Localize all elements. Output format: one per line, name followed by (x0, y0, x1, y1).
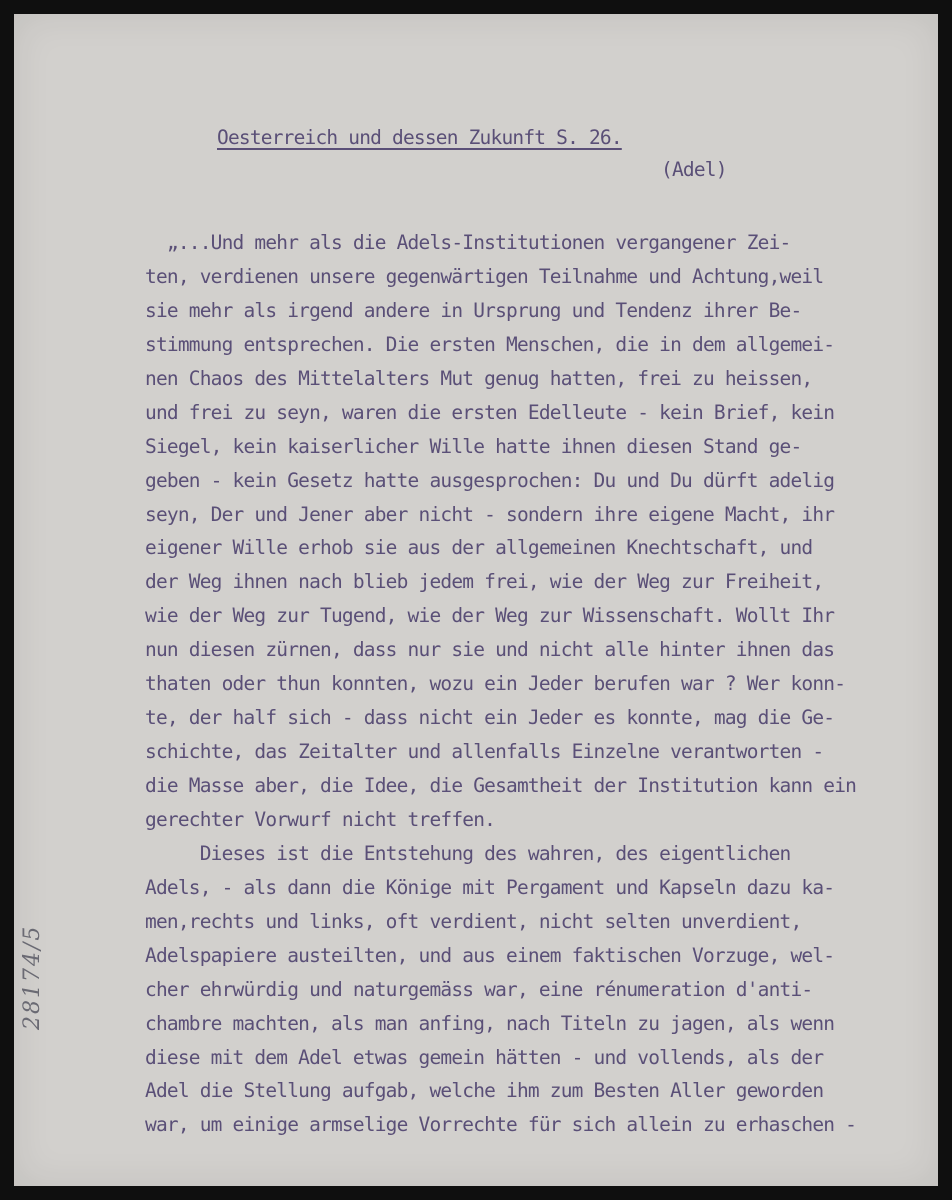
archive-number: 28174/5 (20, 924, 45, 1030)
text-line: der Weg ihnen nach blieb jedem frei, wie der Weg zur Freiheit, (145, 570, 824, 594)
body-text (145, 226, 856, 1142)
text-line: Adel die Stellung aufgab, welche ihm zum Besten Aller geworden (145, 1079, 824, 1103)
text-line: sie mehr als irgend andere in Ursprung und Tendenz ihrer Be- (145, 298, 802, 322)
text-line: die Masse aber, die Idee, die Gesamtheit der Institution kann ein (145, 774, 857, 797)
text-line: nen Chaos des Mittelalters Mut genug hatten, frei zu heissen, (145, 366, 813, 390)
text-line: te, der half sich - dass nicht ein Jeder es konnte, mag die Ge- (145, 706, 835, 730)
text-line: men,rechts und links, oft verdient, nicht selten unverdient, (145, 909, 802, 933)
text-line: thaten oder thun konnten, wozu ein Jeder berufen war ? Wer konn- (145, 672, 846, 696)
text-line: war, um einige armselige Vorrechte für sich allein zu erhaschen - (145, 1113, 857, 1137)
text-line: cher ehrwürdig und naturgemäss war, eine rénumeration d'anti- (145, 977, 813, 1001)
text-line: diese mit dem Adel etwas gemein hätten - und vollends, als der (145, 1045, 824, 1069)
document-subtitle: (Adel) (661, 158, 727, 181)
text-line: Adelspapiere austeilten, und aus einem faktischen Vorzuge, wel- (145, 943, 835, 967)
text-line: ten, verdienen unsere gegenwärtigen Teilnahme und Achtung,weil (145, 264, 824, 288)
text-line: Siegel, kein kaiserlicher Wille hatte ihnen diesen Stand ge- (145, 434, 802, 458)
text-line: seyn, Der und Jener aber nicht - sondern ihre eigene Macht, ihr (145, 502, 835, 526)
text-line: nun diesen zürnen, dass nur sie und nicht alle hinter ihnen das (145, 638, 835, 662)
text-line: eigener Wille erhob sie aus der allgemeinen Knechtschaft, und (145, 536, 813, 560)
text-line: Dieses ist die Entstehung des wahren, des eigentlichen (145, 841, 791, 865)
document-page (14, 14, 938, 1186)
text-line: Adels, - als dann die Könige mit Pergament und Kapseln dazu ka- (145, 875, 835, 899)
text-line: stimmung entsprechen. Die ersten Menschen, die in dem allgemei- (145, 332, 835, 356)
text-line: wie der Weg zur Tugend, wie der Weg zur Wissenschaft. Wollt Ihr (145, 604, 835, 628)
text-line: chambre machten, als man anfing, nach Titeln zu jagen, als wenn (145, 1011, 835, 1035)
text-line: geben - kein Gesetz hatte ausgesprochen: Du und Du dürft adelig (145, 468, 835, 492)
document-title: Oesterreich und dessen Zukunft S. 26. (217, 126, 622, 149)
text-line: schichte, das Zeitalter und allenfalls Einzelne verantworten - (145, 740, 824, 764)
text-line: gerechter Vorwurf nicht treffen. (145, 807, 496, 831)
text-line: „...Und mehr als die Adels-Institutionen vergangener Zei- (145, 231, 791, 254)
text-line: und frei zu seyn, waren die ersten Edelleute - kein Brief, kein (145, 400, 835, 424)
